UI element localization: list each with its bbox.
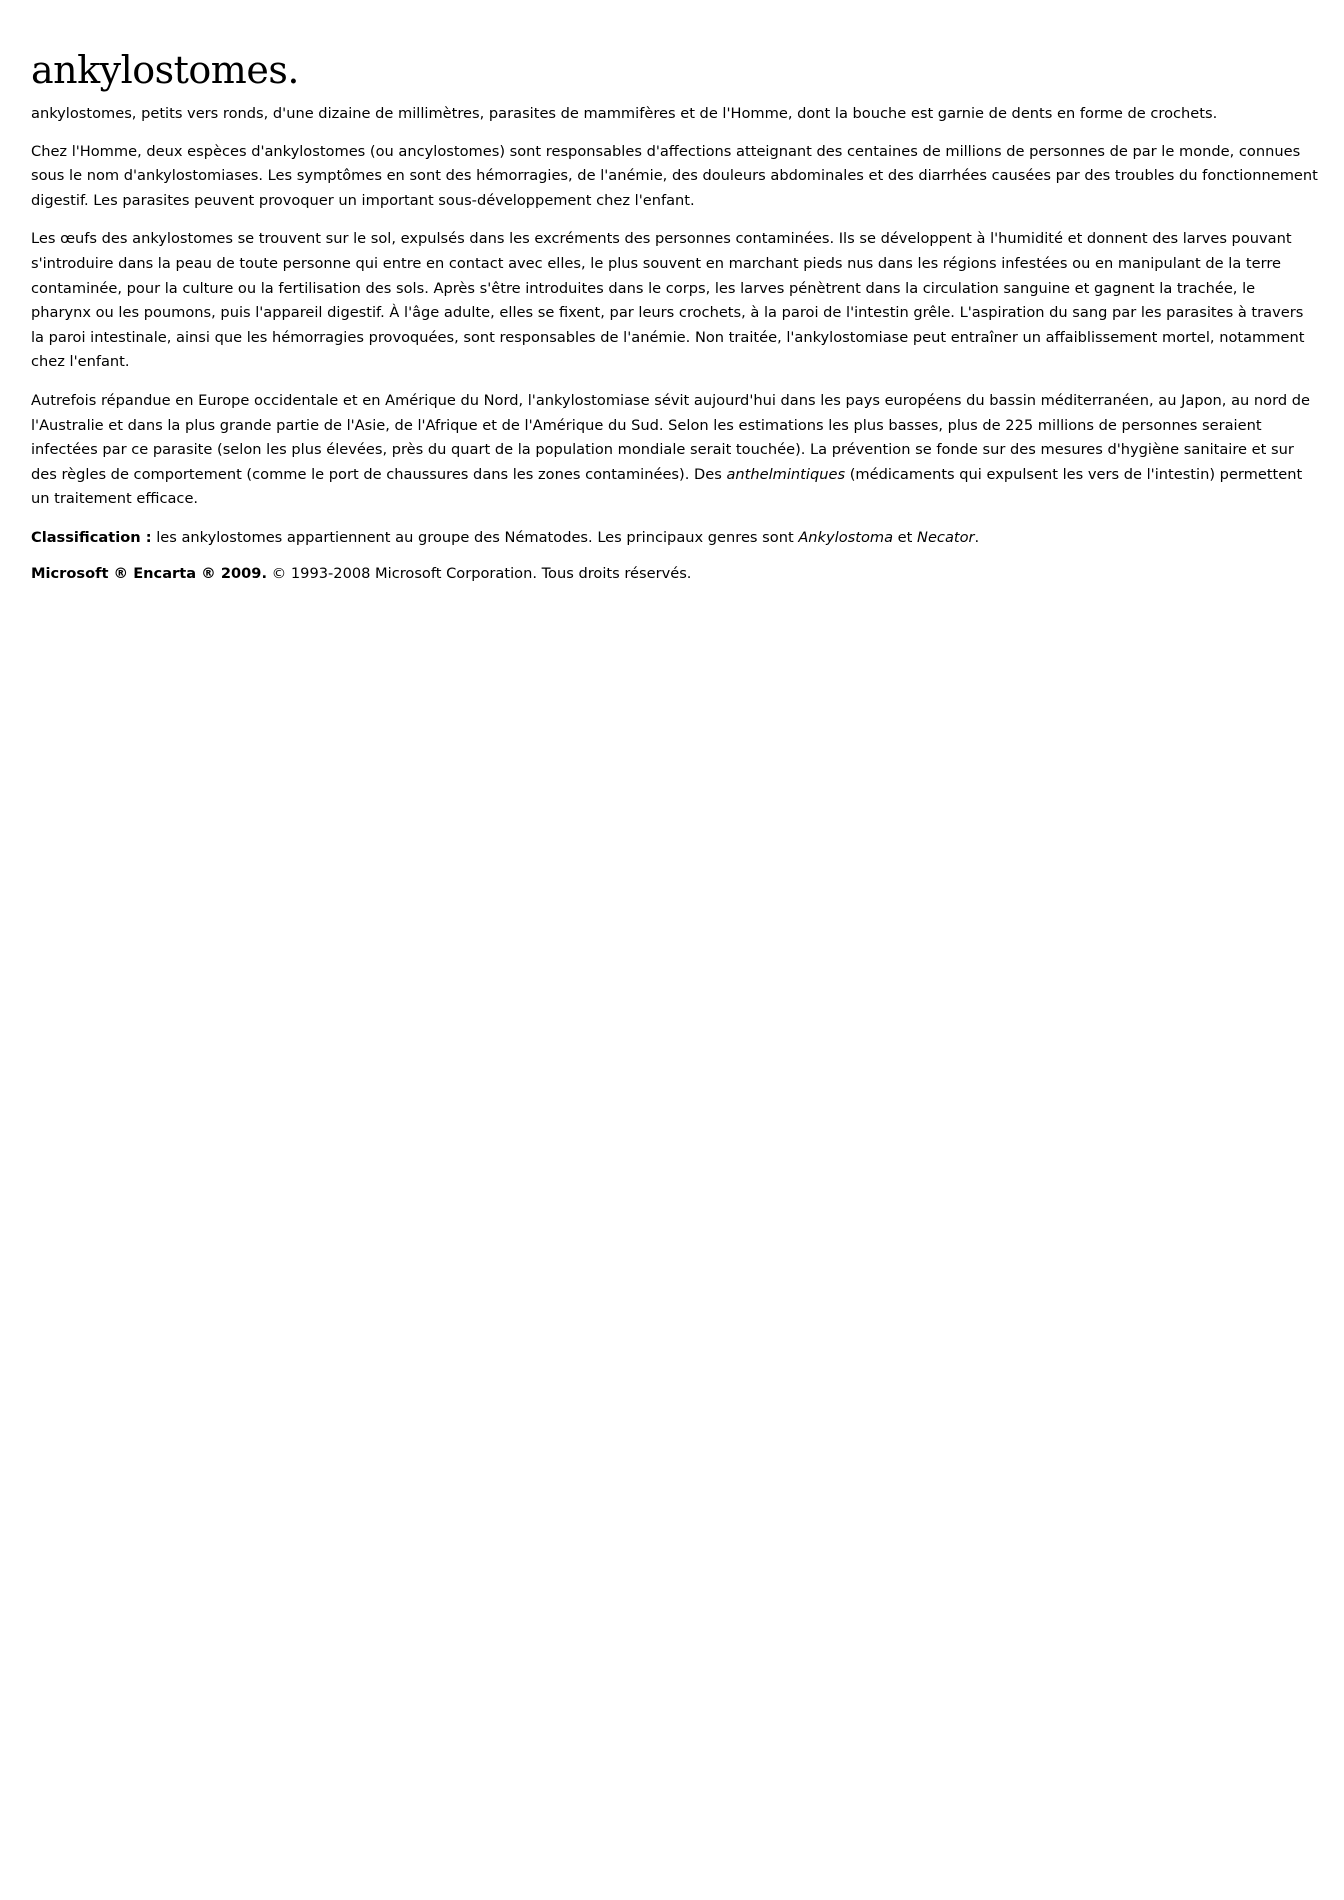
paragraph-classification: [31, 526, 1319, 551]
intro-paragraph: ankylostomes, petits vers ronds, d'une dizaine de millimètres, parasites de mammifères et de l'Homme, dont la bouche est garnie de dents en forme de crochets.: [31, 105, 1218, 122]
copyright-text: © 1993-2008 Microsoft Corporation. Tous droits réservés.: [267, 564, 692, 582]
classification-and: et: [893, 528, 918, 546]
anthelmintiques-term: anthelmintiques: [726, 465, 846, 483]
classification-label: Classification :: [31, 528, 152, 546]
article-title: ankylostomes.: [31, 48, 299, 92]
paragraph-symptoms: Chez l'Homme, deux espèces d'ankylostomes (ou ancylostomes) sont responsables d'affections atteignant des centaines de millions de personnes de par le monde, connues sous le nom d'ankylostomiases. Les symptômes en sont des hémorragies, de l'anémie, des douleurs abdominales et des diarrhées causées par des troubles du fonctionnement digestif. Les parasites peuvent provoquer un important sous-développement chez l'enfant.: [31, 142, 1318, 209]
genus-ankylostoma: Ankylostoma: [798, 528, 894, 546]
classification-text: les ankylostomes appartiennent au groupe des Nématodes. Les principaux genres sont: [151, 528, 799, 546]
article: [31, 44, 1319, 600]
classification-end: .: [974, 528, 980, 546]
copyright-line: [31, 562, 1319, 587]
paragraph-life-cycle: Les œufs des ankylostomes se trouvent sur le sol, expulsés dans les excréments des personnes contaminées. Ils se développent à l'humidité et donnent des larves pouvant s'introduire dans la peau de toute personne qui entre en contact avec elles, le plus souvent en marchant pieds nus dans les régions infestées ou en manipulant de la terre contaminée, pour la culture ou la fertilisation des sols. Après s'être introduites dans le corps, les larves pénètrent dans la circulation sanguine et gagnent la trachée, le pharynx ou les poumons, puis l'appareil digestif. À l'âge adulte, elles se fixent, par leurs crochets, à la paroi de l'intestin grêle. L'aspiration du sang par les parasites à travers la paroi intestinale, ainsi que les hémorragies provoquées, sont responsables de l'anémie. Non traitée, l'ankylostomiase peut entraîner un affaiblissement mortel, notamment chez l'enfant.: [31, 230, 1305, 371]
paragraph-distribution: [31, 389, 1319, 512]
genus-necator: Necator: [917, 528, 975, 546]
copyright-label: Microsoft ® Encarta ® 2009.: [31, 564, 267, 582]
distribution-text: Autrefois répandue en Europe occidentale et en Amérique du Nord, l'ankylostomiase sévit aujourd'hui dans les pays européens du bassin méditerranéen, au Japon, au nord de l'Australie et dans la plus grande partie de l'Asie, de l'Afrique et de l'Amérique du Sud. Selon les estimations les plus basses, plus de 225 millions de personnes seraient infectées par ce parasite (selon les plus élevées, près du quart de la population mondiale serait touchée). La prévention se fonde sur des mesures d'hygiène sanitaire et sur des règles de comportement (comme le port de chaussures dans les zones contaminées). Des: [31, 391, 1310, 483]
distribution-text-end: (médicaments qui expulsent les vers de l'intestin) permettent un traitement efficace.: [31, 465, 1303, 508]
